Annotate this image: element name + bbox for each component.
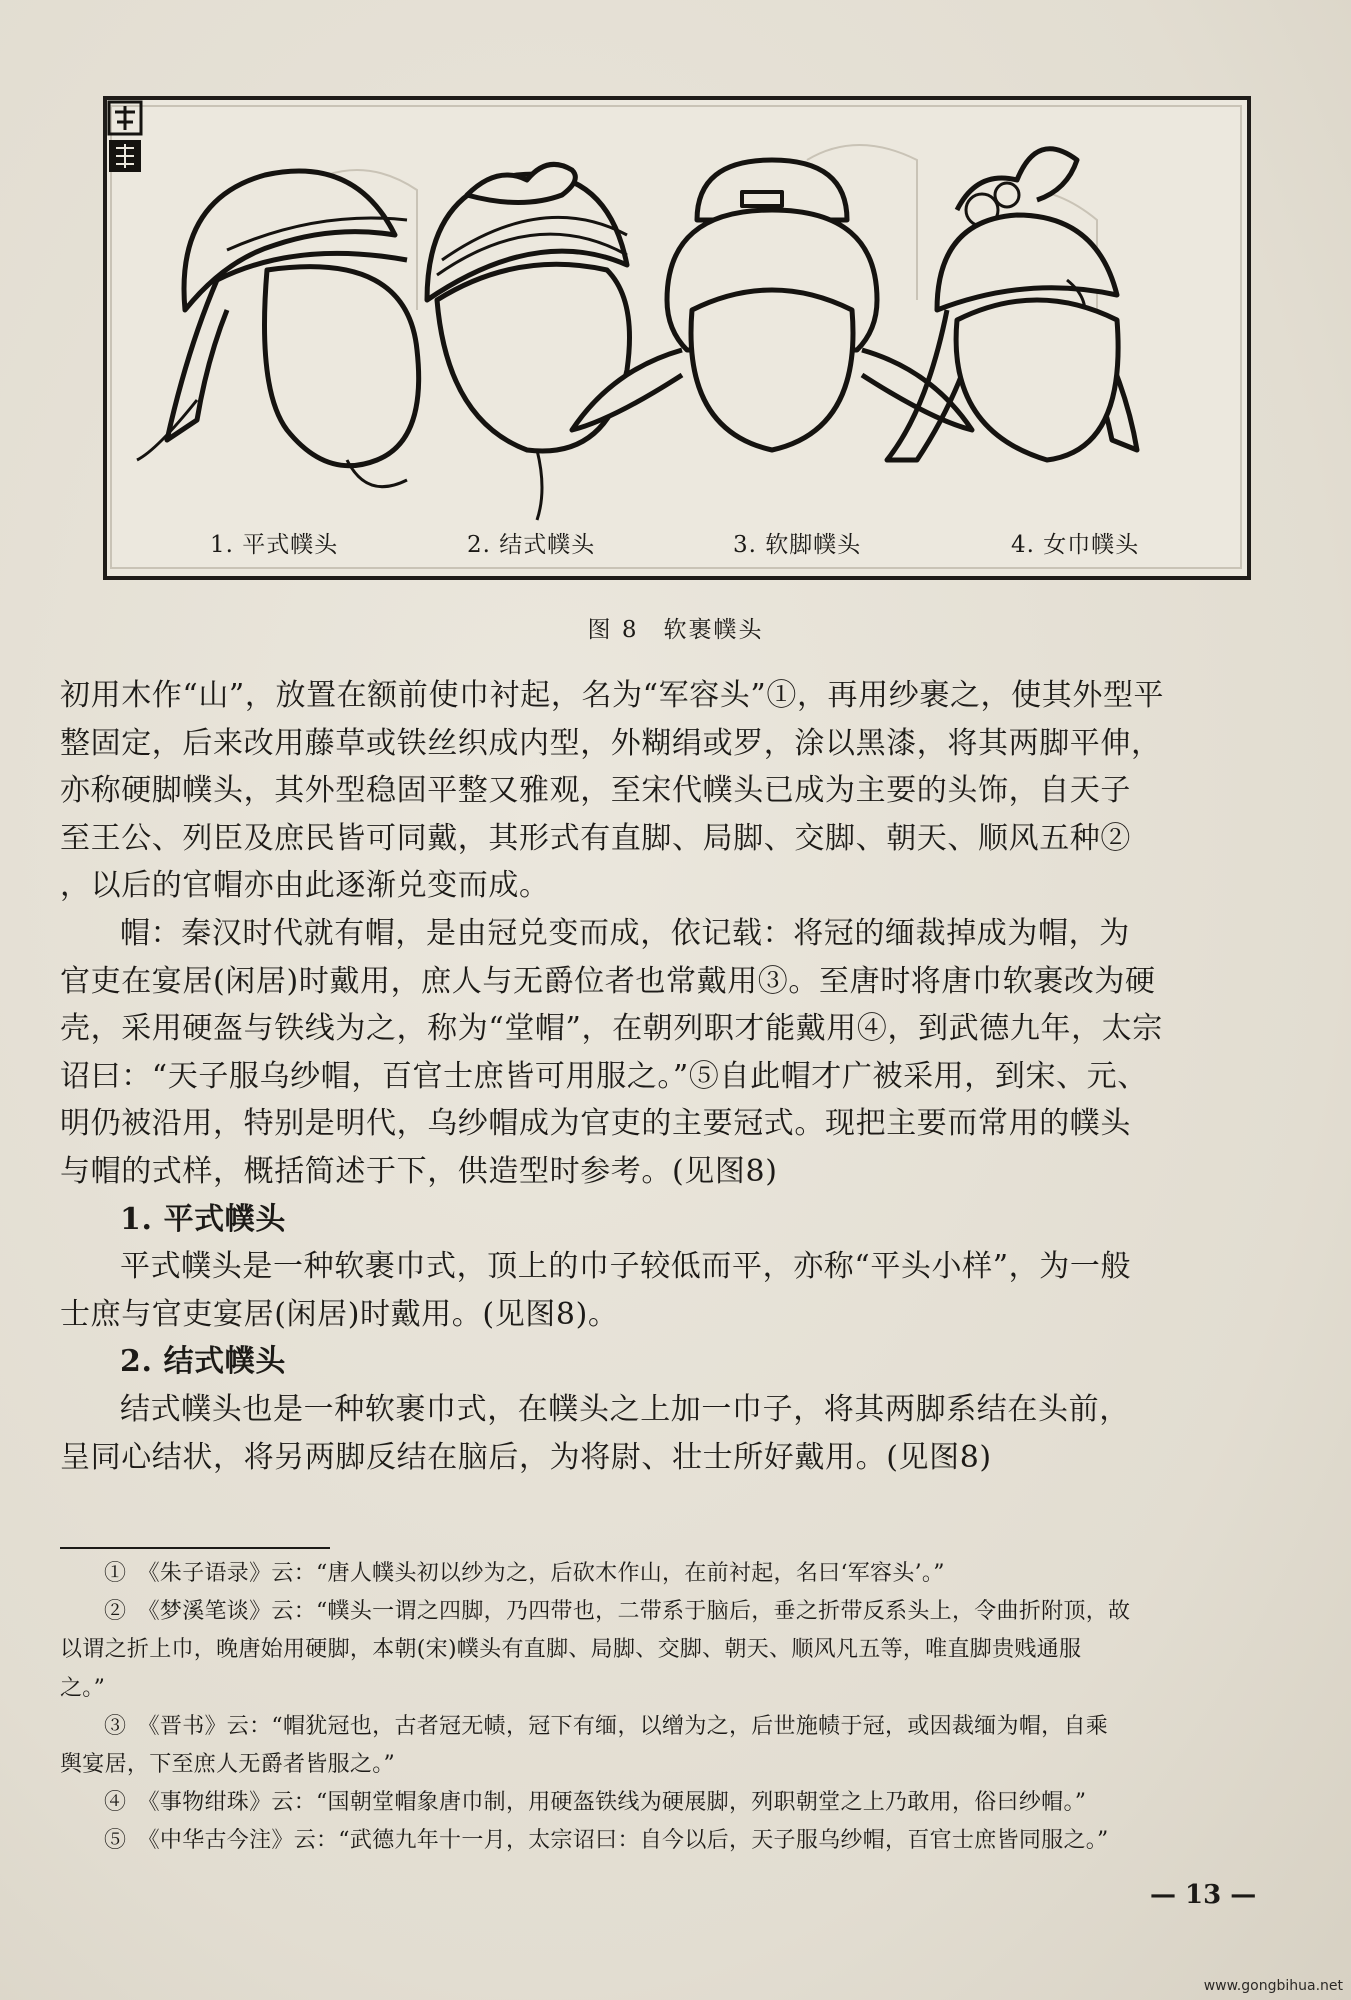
headwear-illustration [107, 100, 1247, 576]
footnote-line: 舆宴居，下至庶人无爵者皆服之。” [60, 1751, 396, 1777]
paragraph-line: 帽：秦汉时代就有帽，是由冠兑变而成，依记载：将冠的缅裁掉成为帽，为 [120, 915, 1130, 951]
paragraph-line: 与帽的式样，概括简述于下，供造型时参考。(见图8) [60, 1153, 778, 1189]
footnote-line: ④ 《事物绀珠》云：“国朝堂帽象唐巾制，用硬盔铁线为硬展脚，列职朝堂之上乃敢用，俗曰纱帽。” [104, 1790, 1087, 1816]
paragraph-line: 平式幞头是一种软裹巾式，顶上的巾子较低而平，亦称“平头小样”，为一般 [120, 1249, 1132, 1285]
paragraph-line: 整固定，后来改用藤草或铁丝织成内型，外糊绢或罗，涂以黑漆，将其两脚平伸， [60, 725, 1162, 761]
footnote-line: ① 《朱子语录》云：“唐人幞头初以纱为之，后砍木作山，在前衬起，名曰‘军容头’。” [104, 1561, 945, 1586]
watermark: www.gongbihua.net [1203, 1978, 1343, 1994]
paragraph-line: 诏曰：“天子服乌纱帽，百官士庶皆可用服之。”⑤自此帽才广被采用，到宋、元、 [60, 1058, 1148, 1094]
figure-label-1: 1. 平式幞头 [210, 532, 339, 558]
body-text [60, 672, 1292, 1481]
section-heading: 2. 结式幞头 [120, 1344, 286, 1380]
footnote-line: ② 《梦溪笔谈》云：“幞头一谓之四脚，乃四带也，二带系于脑后，垂之折带反系头上，令曲折附顶，故 [104, 1599, 1131, 1625]
paragraph-line: ，以后的官帽亦由此逐渐兑变而成。 [60, 868, 550, 904]
page-number: — 13 — [1150, 1880, 1257, 1910]
paragraph-line: 亦称硬脚幞头，其外型稳固平整又雅观，至宋代幞头已成为主要的头饰，自天子 [60, 773, 1131, 809]
footnotes [60, 1555, 1292, 1861]
figure-caption: 图 8 软裹幞头 [587, 617, 764, 643]
figure-frame [103, 96, 1251, 580]
paragraph-line: 初用木作“山”，放置在额前使巾衬起，名为“军容头”①，再用纱裹之，使其外型平 [60, 678, 1165, 713]
head-2-knotted-futou [427, 164, 630, 520]
footnote-divider [60, 1547, 330, 1549]
paragraph-line: 壳，采用硬盔与铁线为之，称为“堂帽”，在朝列职才能戴用④，到武德九年，太宗 [60, 1011, 1163, 1047]
footnote-line: 之。” [60, 1675, 106, 1701]
figure-label-4: 4. 女巾幞头 [1011, 532, 1140, 558]
paragraph-line: 结式幞头也是一种软裹巾式，在幞头之上加一巾子，将其两脚系结在头前， [120, 1391, 1130, 1427]
figure-label-2: 2. 结式幞头 [467, 532, 596, 558]
head-1-flat-futou [137, 171, 419, 487]
footnote-line: ③ 《晋书》云：“帽犹冠也，古者冠无帻，冠下有缅，以缯为之，后世施帻于冠，或因裁缅为帽，自乘 [104, 1713, 1109, 1739]
figure-label-3: 3. 软脚幞头 [733, 532, 862, 558]
paragraph-line: 明仍被沿用，特别是明代，乌纱帽成为官吏的主要冠式。现把主要而常用的幞头 [60, 1106, 1131, 1142]
artist-seal-icon [107, 100, 143, 174]
paragraph-line: 呈同心结状，将另两脚反结在脑后，为将尉、壮士所好戴用。(见图8) [60, 1439, 992, 1475]
footnote-line: ⑤ 《中华古今注》云：“武德九年十一月，太宗诏曰：自今以后，天子服乌纱帽，百官士庶皆同服之。” [104, 1828, 1109, 1854]
paragraph-line: 官吏在宴居(闲居)时戴用，庶人与无爵位者也常戴用③。至唐时将唐巾软裹改为硬 [60, 963, 1156, 999]
paragraph-line: 至王公、列臣及庶民皆可同戴，其形式有直脚、局脚、交脚、朝天、顺风五种② [60, 820, 1131, 856]
section-heading: 1. 平式幞头 [120, 1201, 286, 1237]
head-3-softleg-futou [572, 160, 972, 450]
paragraph-line: 士庶与官吏宴居(闲居)时戴用。(见图8)。 [60, 1296, 619, 1332]
footnote-line: 以谓之折上巾，晚唐始用硬脚，本朝(宋)幞头有直脚、局脚、交脚、朝天、顺风凡五等，唯直脚贵贱通服 [60, 1637, 1082, 1663]
